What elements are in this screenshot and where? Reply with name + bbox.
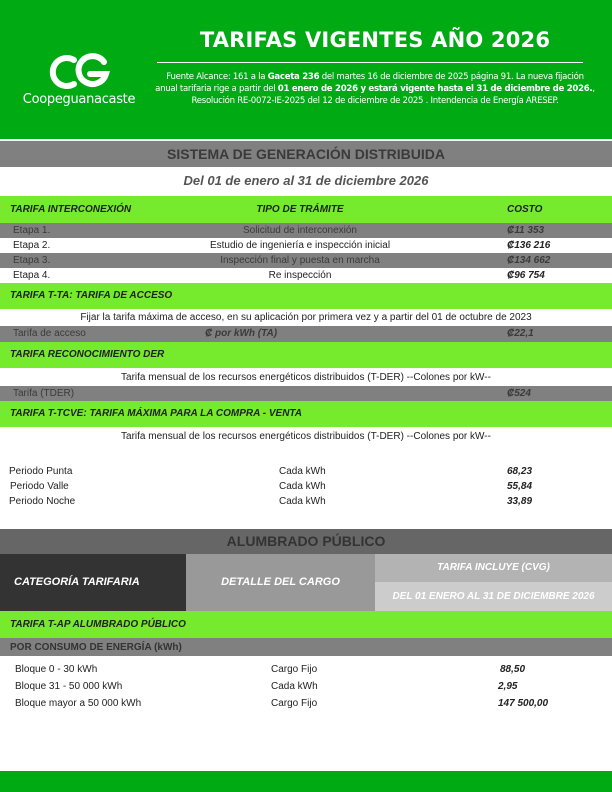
tta-row	[0, 326, 612, 342]
col-costo: COSTO	[507, 204, 543, 215]
cost: ₡136 216	[507, 240, 551, 251]
section-title-gd: SISTEMA DE GENERACIÓN DISTRIBUIDA	[0, 141, 612, 167]
col-period: DEL 01 ENERO AL 31 DE DICIEMBRE 2026	[375, 582, 612, 611]
der-title: TARIFA RECONOCIMIENTO DER	[10, 349, 165, 360]
der-note: Tarifa mensual de los recursos energéticos distribuidos (T-DER) --Colones por kW--	[0, 369, 612, 386]
tta-note: Fijar la tarifa máxima de acceso, en su aplicación por primera vez y a partir del 01 de octubre de 2023	[0, 309, 612, 326]
stage: Etapa 1.	[13, 225, 51, 236]
block-value: 88,50	[500, 664, 526, 675]
tta-unit: ₡ por kWh (TA)	[205, 328, 278, 339]
stage: Etapa 4.	[13, 270, 51, 281]
section-title-alumbrado: ALUMBRADO PÚBLICO	[0, 529, 612, 554]
tta-title-bar	[0, 283, 612, 309]
section-subtitle-gd: Del 01 de enero al 31 de diciembre 2026	[183, 173, 429, 188]
der-row	[0, 386, 612, 401]
source-note	[155, 71, 595, 107]
interconnection-header-row	[0, 196, 612, 223]
period-unit: Cada kWh	[279, 481, 326, 492]
source-validity: 01 enero de 2026 y estará vigente hasta el 31 de diciembre de 2026.	[277, 84, 593, 94]
table-row	[0, 268, 612, 283]
consumption-title-bar	[0, 638, 612, 656]
tap-title-bar	[0, 611, 612, 638]
block-name: Bloque 31 - 50 000 kWh	[15, 681, 123, 692]
period-name: Periodo Punta	[9, 466, 73, 477]
stage: Etapa 2.	[13, 240, 51, 251]
tcve-title-bar	[0, 401, 612, 427]
tta-title: TARIFA T-TA: TARIFA DE ACCESO	[10, 290, 173, 301]
period-row	[0, 494, 612, 509]
page-title: TARIFAS VIGENTES AÑO 2026	[199, 28, 551, 52]
block-charge: Cada kWh	[271, 681, 318, 692]
procedure: Re inspección	[268, 270, 332, 281]
period-value: 33,89	[507, 496, 533, 507]
block-row	[0, 695, 612, 712]
tcve-note: Tarifa mensual de los recursos energéticos distribuidos (T-DER) --Colones por kW--	[0, 428, 612, 445]
block-charge: Cargo Fijo	[271, 698, 318, 709]
col-tipo-tramite: TIPO DE TRÁMITE	[256, 204, 344, 215]
title-divider	[157, 62, 583, 63]
col-tarifa-interconexion: TARIFA INTERCONEXIÓN	[10, 204, 132, 215]
block-row	[0, 678, 612, 695]
der-title-bar	[0, 342, 612, 368]
period-unit: Cada kWh	[279, 496, 326, 507]
block-charge: Cargo Fijo	[271, 664, 318, 675]
period-row	[0, 464, 612, 479]
source-text-2: del martes 16 de diciembre de 2025 página 91. La nueva fijación anual tarifaria rige a partir del	[155, 72, 584, 94]
tta-label: Tarifa de acceso	[13, 328, 86, 339]
block-row	[0, 661, 612, 678]
col-categoria-tarifaria	[0, 554, 186, 611]
period-value: 55,84	[507, 481, 533, 492]
period-name: Periodo Valle	[10, 481, 69, 492]
period-value: 68,23	[507, 466, 533, 477]
der-label: Tarifa (TDER)	[13, 388, 75, 399]
cost: ₡134 662	[507, 255, 551, 266]
period-name: Periodo Noche	[9, 496, 76, 507]
stage: Etapa 3.	[13, 255, 51, 266]
tta-value: ₡22,1	[507, 328, 534, 339]
source-gaceta: Gaceta 236	[267, 72, 320, 82]
table-row	[0, 238, 612, 253]
block-name: Bloque mayor a 50 000 kWh	[15, 698, 142, 709]
logo-text: Coopeguanacaste	[22, 92, 136, 107]
table-row	[0, 253, 612, 268]
procedure: Inspección final y puesta en marcha	[220, 255, 380, 266]
block-value: 147 500,00	[498, 698, 549, 709]
der-value: ₡524	[507, 388, 531, 399]
procedure: Solicitud de interconexión	[243, 225, 357, 236]
source-text-3: , Resolución RE-0072-IE-2025 del 12 de diciembre de 2025 . Intendencia de Energía ARESEP.	[191, 84, 595, 106]
block-value: 2,95	[498, 681, 518, 692]
footer-bar	[0, 771, 612, 792]
period-row	[0, 479, 612, 494]
consumption-title: POR CONSUMO DE ENERGÍA (kWh)	[10, 642, 182, 653]
period-unit: Cada kWh	[279, 466, 326, 477]
cost: ₡96 754	[507, 270, 545, 281]
col-tarifa-incluye: TARIFA INCLUYE (CVG)	[375, 554, 612, 582]
tap-title: TARIFA T-AP ALUMBRADO PÚBLICO	[10, 619, 186, 630]
tcve-title: TARIFA T-TCVE: TARIFA MÁXIMA PARA LA COMPRA - VENTA	[10, 408, 303, 419]
block-name: Bloque 0 - 30 kWh	[15, 664, 98, 675]
coopeguanacaste-logo-icon	[44, 52, 110, 92]
procedure: Estudio de ingeniería e inspección inicial	[209, 240, 391, 251]
source-text-1: Fuente Alcance: 161 a la	[166, 72, 268, 82]
col-detalle-cargo: DETALLE DEL CARGO	[186, 554, 375, 611]
table-row	[0, 223, 612, 238]
cost: ₡11 353	[507, 225, 545, 236]
categoria-label: CATEGORÍA TARIFARIA	[14, 576, 140, 588]
